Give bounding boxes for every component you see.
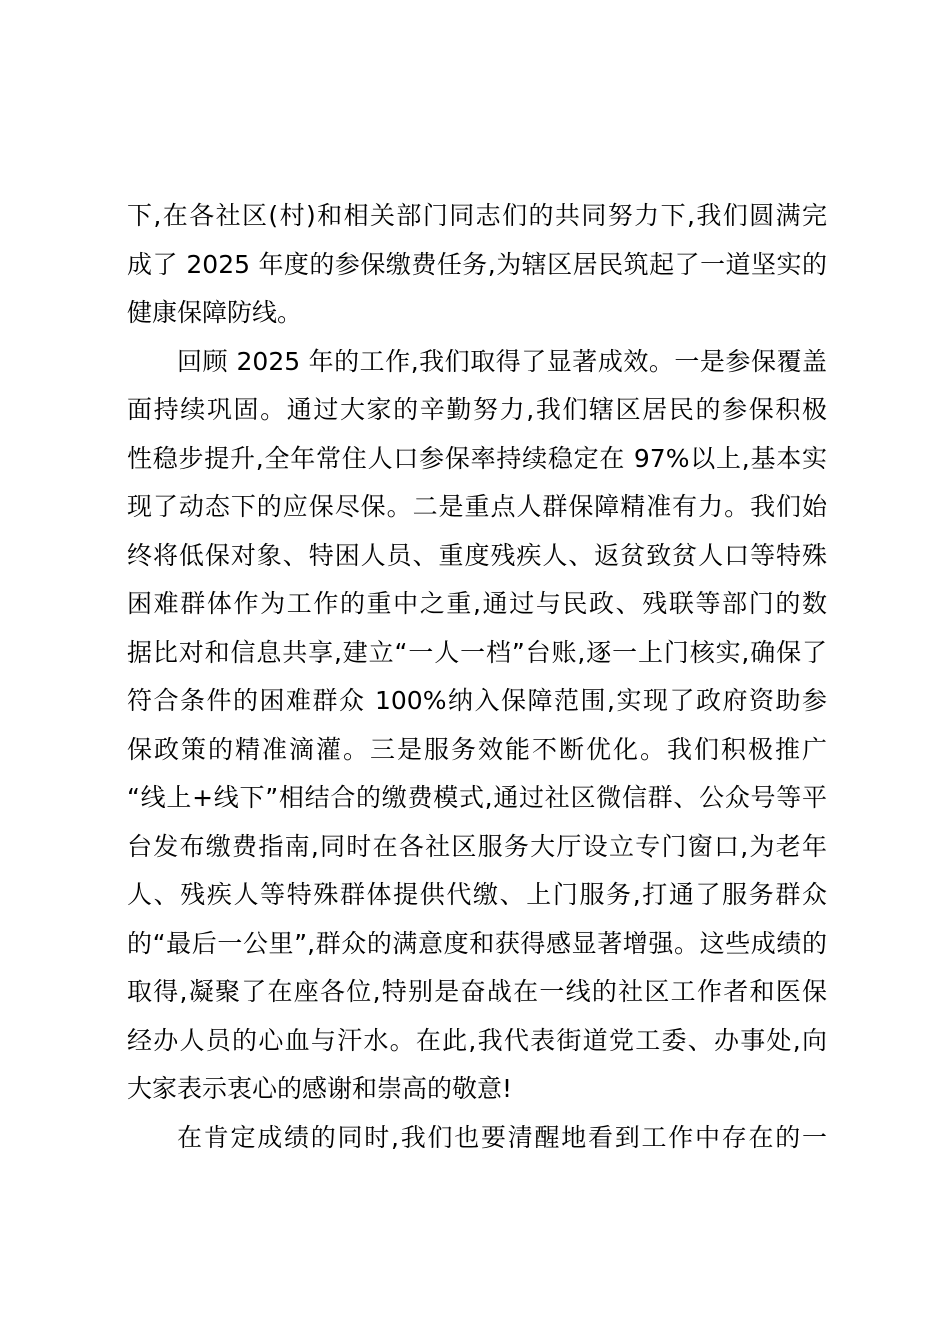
paragraph-2-line-12: 人、残疾人等特殊群体提供代缴、上门服务,打通了服务群众 [127,880,827,909]
document-body [127,192,827,1162]
paragraph-2-line-8: 符合条件的困难群众 100%纳入保障范围,实现了政府资助参 [127,686,827,715]
paragraph-2-line-6: 困难群体作为工作的重中之重,通过与民政、残联等部门的数 [127,589,827,618]
paragraph-2-line-3: 性稳步提升,全年常住人口参保率持续稳定在 97%以上,基本实 [127,443,827,473]
paragraph-1-line-2: 成了 2025 年度的参保缴费任务,为辖区居民筑起了一道坚实的 [127,249,827,279]
paragraph-2-line-2: 面持续巩固。通过大家的辛勤努力,我们辖区居民的参保积极 [127,395,827,424]
paragraph-1-line-3: 健康保障防线。 [127,298,303,327]
paragraph-2-line-14: 取得,凝聚了在座各位,特别是奋战在一线的社区工作者和医保 [127,977,827,1006]
paragraph-2-line-4: 现了动态下的应保尽保。二是重点人群保障精准有力。我们始 [127,492,827,521]
paragraph-3-line-1: 在肯定成绩的同时,我们也要清醒地看到工作中存在的一 [177,1122,827,1152]
paragraph-1-line-1: 下,在各社区(村)和相关部门同志们的共同努力下,我们圆满完 [127,201,827,230]
paragraph-2-line-5: 终将低保对象、特困人员、重度残疾人、返贫致贫人口等特殊 [127,540,827,570]
paragraph-2-line-15: 经办人员的心血与汗水。在此,我代表街道党工委、办事处,向 [127,1025,827,1055]
paragraph-2-line-9: 保政策的精准滴灌。三是服务效能不断优化。我们积极推广 [127,734,827,764]
paragraph-2-line-10: “线上+线下”相结合的缴费模式,通过社区微信群、公众号等平 [127,783,827,812]
paragraph-2-line-1: 回顾 2025 年的工作,我们取得了显著成效。一是参保覆盖 [177,346,827,376]
paragraph-2-line-11: 台发布缴费指南,同时在各社区服务大厅设立专门窗口,为老年 [127,831,827,861]
paragraph-2-line-16: 大家表示衷心的感谢和崇高的敬意! [127,1074,513,1103]
paragraph-2-line-13: 的“最后一公里”,群众的满意度和获得感显著增强。这些成绩的 [127,928,827,958]
paragraph-2-line-7: 据比对和信息共享,建立“一人一档”台账,逐一上门核实,确保了 [127,637,827,667]
